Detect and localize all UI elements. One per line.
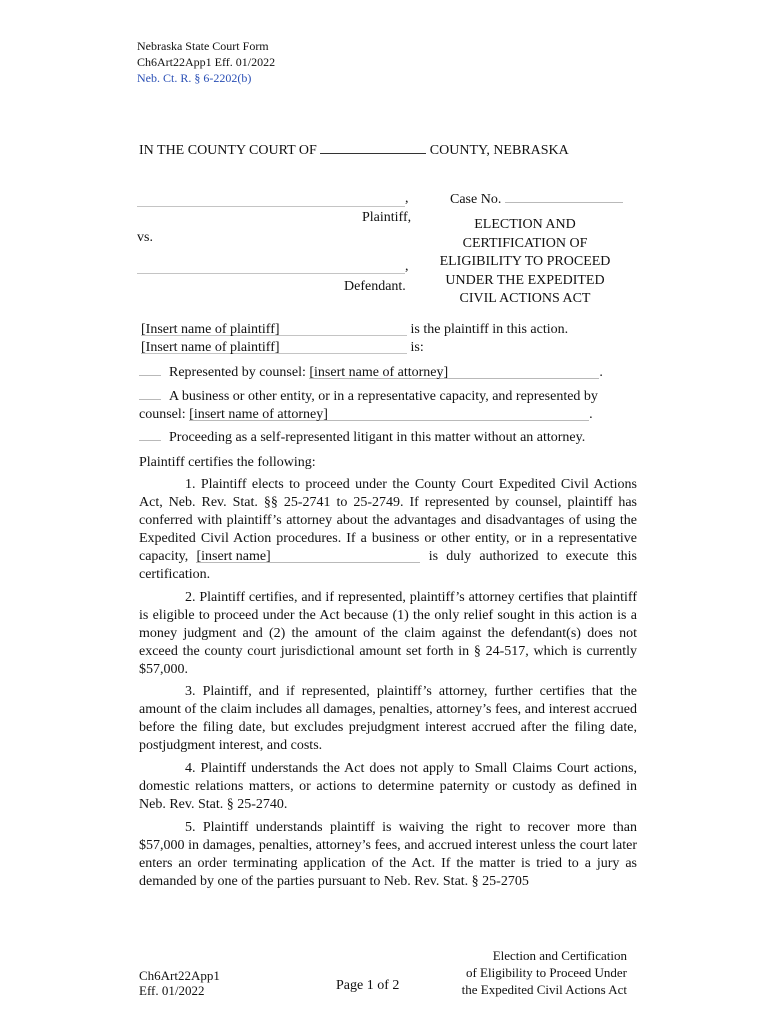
certifies-intro: Plaintiff certifies the following:: [139, 455, 316, 470]
authorized-name-placeholder: [insert name]: [196, 549, 271, 564]
option-represented-by-counsel: [139, 363, 603, 382]
attorney-name-input-1[interactable]: [309, 364, 599, 379]
attorney-placeholder-1: [insert name of attorney]: [309, 365, 449, 380]
form-header-line2: Ch6Art22App1 Eff. 01/2022: [137, 55, 276, 69]
county-name-field[interactable]: [320, 153, 426, 154]
footer-effective-date: Eff. 01/2022: [139, 983, 205, 998]
intro-line-2: [141, 339, 424, 357]
court-caption-suffix: COUNTY, NEBRASKA: [429, 143, 569, 158]
paragraph-2: 2. Plaintiff certifies, and if represented, plaintiff’s attorney certifies that plaintiff is eligible to proceed under the Act because (1) the only relief sought in this action is a money judgment and (2) the amount of the claim against the defendant(s) does not exceed the county court jurisdictional amount set forth in § 24-517, which is currently $57,000.: [139, 590, 637, 677]
case-number-label: Case No.: [450, 192, 502, 207]
footer-form-code: Ch6Art22App1: [139, 968, 220, 983]
intro-suffix-2: is:: [410, 340, 424, 355]
form-header: [137, 38, 275, 86]
option-business-entity: [139, 387, 639, 424]
option-self-represented: [139, 428, 585, 447]
footer-form-id: [139, 968, 220, 998]
plaintiff-name-placeholder-2: [Insert name of plaintiff]: [141, 340, 280, 355]
intro-line-1: [141, 321, 568, 339]
plaintiff-name-input-1[interactable]: [141, 321, 407, 336]
footer-title-line2: of Eligibility to Proceed Under: [465, 965, 627, 980]
form-title-line5: CIVIL ACTIONS ACT: [459, 291, 591, 306]
page-number: Page 1 of 2: [336, 978, 400, 993]
self-represented-label: Proceeding as a self-represented litigant in this matter without an attorney.: [169, 430, 586, 445]
case-number: [450, 188, 623, 209]
form-title-line3: ELIGIBILITY TO PROCEED: [439, 254, 611, 269]
paragraph-1-tail: is duly authorized to execute this certification.: [139, 549, 638, 582]
court-caption: [139, 142, 619, 160]
authorized-name-input[interactable]: [196, 548, 420, 563]
defendant-comma: ,: [405, 259, 409, 274]
footer-title-line1: Election and Certification: [492, 948, 627, 963]
intro-suffix-1: is the plaintiff in this action.: [410, 322, 569, 337]
self-represented-checkbox[interactable]: [139, 428, 161, 441]
form-header-line1: Nebraska State Court Form: [137, 39, 269, 53]
case-number-field[interactable]: [505, 188, 623, 203]
form-title-line2: CERTIFICATION OF: [462, 235, 588, 251]
form-title: [430, 216, 620, 309]
period-1: .: [599, 365, 603, 380]
plaintiff-comma: ,: [405, 191, 409, 206]
represented-counsel-checkbox[interactable]: [139, 363, 161, 376]
represented-counsel-label: Represented by counsel:: [169, 365, 306, 380]
paragraph-1: [139, 476, 637, 584]
paragraph-5: 5. Plaintiff understands plaintiff is waiving the right to recover more than $57,000 in damages, penalties, attorney’s fees, and accrued interest unless the court later enters an order terminating application of the Act. If the matter is tried to a jury as demanded by one of the parties pursuant to Neb. Rev. Stat. § 25-2705: [139, 820, 637, 889]
form-title-line1: ELECTION AND: [474, 217, 576, 232]
paragraph-3: 3. Plaintiff, and if represented, plaintiff’s attorney, further certifies that the amount of the claim includes all damages, penalties, attorney’s fees, and interest accrued before the filing date, but excludes prejudgment interest accrued after the filing date, postjudgment interest, and costs.: [139, 684, 637, 753]
attorney-placeholder-2: [insert name of attorney]: [189, 407, 328, 422]
footer-title: [420, 947, 627, 998]
business-entity-text-a: A business or other entity, or in a representative capacity, and represented by: [169, 389, 598, 404]
plaintiff-name-field[interactable]: [137, 188, 405, 207]
paragraph-4: 4. Plaintiff understands the Act does not apply to Small Claims Court actions, domestic relations matters, or actions to determine paternity or custody as defined in Neb. Rev. Stat. § 25-2740.: [139, 761, 637, 812]
plaintiff-label: Plaintiff,: [362, 210, 412, 225]
defendant-label: Defendant.: [344, 279, 406, 294]
period-2: .: [589, 407, 593, 422]
defendant-name-field[interactable]: [137, 255, 405, 274]
court-caption-prefix: IN THE COUNTY COURT OF: [139, 143, 317, 158]
business-entity-text-b: counsel:: [139, 407, 186, 422]
attorney-name-input-2[interactable]: [189, 406, 589, 421]
footer-title-line3: the Expedited Civil Actions Act: [461, 982, 627, 997]
paragraph-1-text: 1. Plaintiff elects to proceed under the County Court Expedited Civil Actions Act, Neb. Rev. Stat. §§ 25-2741 to 25-2749. If represented by counsel, plaintiff has conferred with plaintiff’s attorney about the advantages and disadvantages of using the Expedited Civil Action procedures. If a business or other entity, or in a representative capacity,: [139, 477, 637, 564]
rule-reference-link[interactable]: Neb. Ct. R. § 6-2202(b): [137, 71, 252, 85]
business-entity-checkbox[interactable]: [139, 387, 161, 400]
plaintiff-name-placeholder-1: [Insert name of plaintiff]: [141, 322, 280, 337]
form-title-line4: UNDER THE EXPEDITED: [445, 272, 605, 288]
plaintiff-name-input-2[interactable]: [141, 339, 407, 354]
versus-label: vs.: [137, 230, 153, 245]
